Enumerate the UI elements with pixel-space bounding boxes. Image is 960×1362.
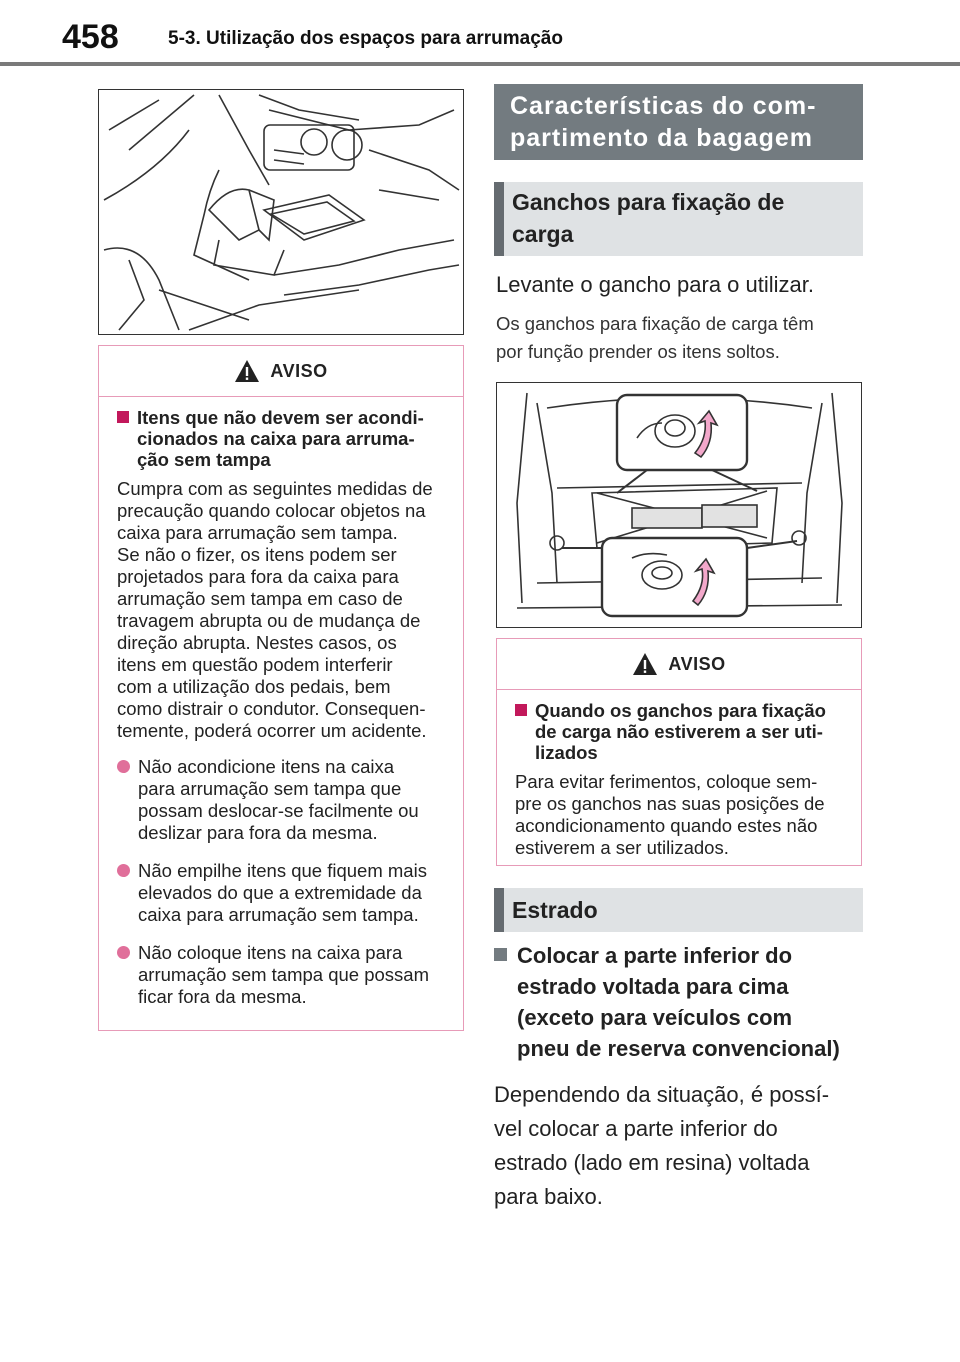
warning-paragraph — [515, 771, 847, 859]
item-title-line: pneu de reserva convencional) — [517, 1036, 840, 1061]
warning-icon — [234, 359, 260, 383]
section-title-line: partimento da bagagem — [510, 124, 813, 152]
subtitle-line: de carga não estiverem a ser uti- — [535, 721, 823, 742]
paragraph-line: arrumação sem tampa em caso de — [117, 588, 403, 609]
bullet-line: elevados do que a extremidade da — [138, 882, 422, 903]
bullet-line: ficar fora da mesma. — [138, 986, 307, 1007]
warning-bullet — [117, 860, 449, 926]
circle-bullet-icon — [117, 946, 130, 959]
paragraph-line: acondicionamento quando estes não — [515, 815, 818, 836]
paragraph-line: temente, poderá ocorrer um acidente. — [117, 720, 427, 741]
item-text-line: Dependendo da situação, é possí- — [494, 1082, 830, 1107]
paragraph-line: Se não o fizer, os itens podem ser — [117, 544, 397, 565]
intro-text: Levante o gancho para o utilizar. — [496, 272, 815, 297]
warning-bullet — [117, 756, 449, 844]
trunk-hooks-illustration — [496, 382, 862, 628]
description-line: Os ganchos para fixação de carga têm — [496, 313, 814, 334]
chapter-title: 5-3. Utilização dos espaços para arrumação — [168, 28, 563, 49]
item-text-line: estrado (lado em resina) voltada — [494, 1150, 810, 1175]
warning-subtitle — [117, 407, 449, 470]
paragraph-line: itens em questão podem interferir — [117, 654, 393, 675]
subsection-title-hooks — [494, 182, 863, 256]
warning-label: AVISO — [668, 653, 726, 674]
paragraph-line: travagem abrupta ou de mudança de — [117, 610, 421, 631]
console-illustration — [98, 89, 464, 335]
description-line: por função prender os itens soltos. — [496, 341, 780, 362]
item-text-line: para baixo. — [494, 1184, 603, 1209]
subtitle-line: Itens que não devem ser acondi- — [137, 407, 424, 428]
bullet-line: possam deslocar-se facilmente ou — [138, 800, 419, 821]
item-block — [494, 940, 854, 1214]
bullet-line: Não coloque itens na caixa para — [138, 942, 403, 963]
paragraph-line: Cumpra com as seguintes medidas de — [117, 478, 433, 499]
warning-header — [99, 346, 463, 397]
header-rule — [0, 62, 960, 66]
square-bullet-icon — [117, 411, 129, 423]
square-bullet-icon — [494, 948, 507, 961]
subsection-title-estrado: Estrado — [494, 888, 863, 932]
bullet-line: para arrumação sem tampa que — [138, 778, 402, 799]
bullet-line: Não empilhe itens que fiquem mais — [138, 860, 427, 881]
item-title-line: Colocar a parte inferior do — [517, 943, 793, 968]
warning-label: AVISO — [270, 360, 328, 381]
paragraph-line: precaução quando colocar objetos na — [117, 500, 426, 521]
item-title-line: estrado voltada para cima — [517, 974, 789, 999]
paragraph-line: Para evitar ferimentos, coloque sem- — [515, 771, 818, 792]
square-bullet-icon — [515, 704, 527, 716]
paragraph-line: direção abrupta. Nestes casos, os — [117, 632, 397, 653]
item-title — [494, 940, 854, 1064]
subsection-line: carga — [512, 221, 574, 247]
warning-bullet — [117, 942, 449, 1008]
section-title-line: Características do com- — [510, 92, 817, 120]
warning-paragraph — [117, 478, 449, 742]
bullet-line: deslizar para fora da mesma. — [138, 822, 378, 843]
circle-bullet-icon — [117, 864, 130, 877]
item-title-line: (exceto para veículos com — [517, 1005, 793, 1030]
bullet-line: caixa para arrumação sem tampa. — [138, 904, 419, 925]
item-text-line: vel colocar a parte inferior do — [494, 1116, 778, 1141]
warning-box-left — [98, 345, 464, 1031]
section-title — [494, 84, 863, 160]
subsection-line: Ganchos para fixação de — [512, 189, 785, 215]
page-number: 458 — [62, 18, 119, 56]
paragraph-line: pre os ganchos nas suas posições de — [515, 793, 825, 814]
description — [496, 310, 814, 366]
warning-icon — [632, 652, 658, 676]
paragraph-line: projetados para fora da caixa para — [117, 566, 399, 587]
paragraph-line: estiverem a ser utilizados. — [515, 837, 729, 858]
bullet-line: Não acondicione itens na caixa — [138, 756, 395, 777]
warning-header — [497, 639, 861, 690]
circle-bullet-icon — [117, 760, 130, 773]
item-text — [494, 1078, 854, 1214]
subtitle-line: ção sem tampa — [137, 449, 271, 470]
subtitle-line: lizados — [535, 742, 598, 763]
warning-box-right — [496, 638, 862, 866]
paragraph-line: como distrair o condutor. Consequen- — [117, 698, 426, 719]
subtitle-line: cionados na caixa para arruma- — [137, 428, 415, 449]
bullet-line: arrumação sem tampa que possam — [138, 964, 429, 985]
subtitle-line: Quando os ganchos para fixação — [535, 700, 826, 721]
paragraph-line: com a utilização dos pedais, bem — [117, 676, 391, 697]
paragraph-line: caixa para arrumação sem tampa. — [117, 522, 398, 543]
warning-subtitle — [515, 700, 847, 763]
